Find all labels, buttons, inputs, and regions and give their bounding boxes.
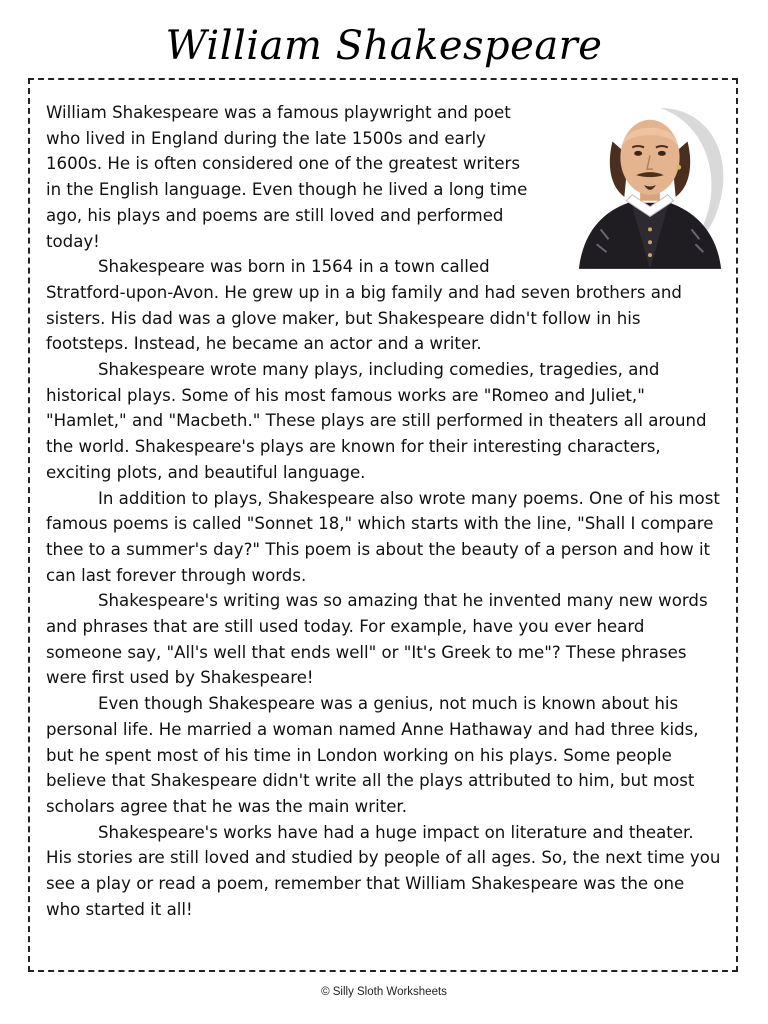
portrait-space (532, 100, 722, 260)
article-paragraph: Shakespeare was born in 1564 in a town called Stratford-upon-Avon. He grew up in a big family and had seven brothers and sisters. His dad was a glove maker, but Shakespeare didn't follow in his footsteps. Instead, he became an actor and a writer. (46, 257, 682, 354)
article-paragraph: Even though Shakespeare was a genius, not much is known about his personal life. He married a woman named Anne Hathaway and had three kids, but he spent most of his time in London working on his plays. Some people believe that Shakespeare didn't write all the plays attributed to him, but most scholars agree that he was the main writer. (46, 694, 699, 816)
article-paragraph: William Shakespeare was a famous playwright and poet who lived in England during the late 1500s and early 1600s. He is often considered one of the greatest writers in the English language. Even though he lived a long time ago, his plays and poems are still loved and performed today! (46, 103, 528, 251)
article-body (46, 100, 722, 923)
page-title: William Shakespeare (165, 23, 603, 69)
article-paragraph: In addition to plays, Shakespeare also wrote many poems. One of his most famous poems is called "Sonnet 18," which starts with the line, "Shall I compare thee to a summer's day?" This poem is about the beauty of a person and how it can last forever through words. (46, 488, 720, 585)
article-paragraph: Shakespeare's works have had a huge impact on literature and theater. His stories are still loved and studied by people of all ages. So, the next time you see a play or read a poem, remember that William Shakespeare was the one who started it all! (46, 822, 721, 919)
article-paragraph: Shakespeare wrote many plays, including comedies, tragedies, and historical plays. Some of his most famous works are "Romeo and Juliet," "Hamlet," and "Macbeth." These plays are still performed in theaters all around the world. Shakespeare's plays are known for their interesting characters, exciting plots, and beautiful language. (46, 360, 707, 482)
article-paragraph: Shakespeare's writing was so amazing that he invented many new words and phrases that are still used today. For example, have you ever heard someone say, "All's well that ends well" or "It's Greek to me"? These phrases were first used by Shakespeare! (46, 591, 708, 688)
copyright-footer: © Silly Sloth Worksheets (321, 986, 447, 998)
